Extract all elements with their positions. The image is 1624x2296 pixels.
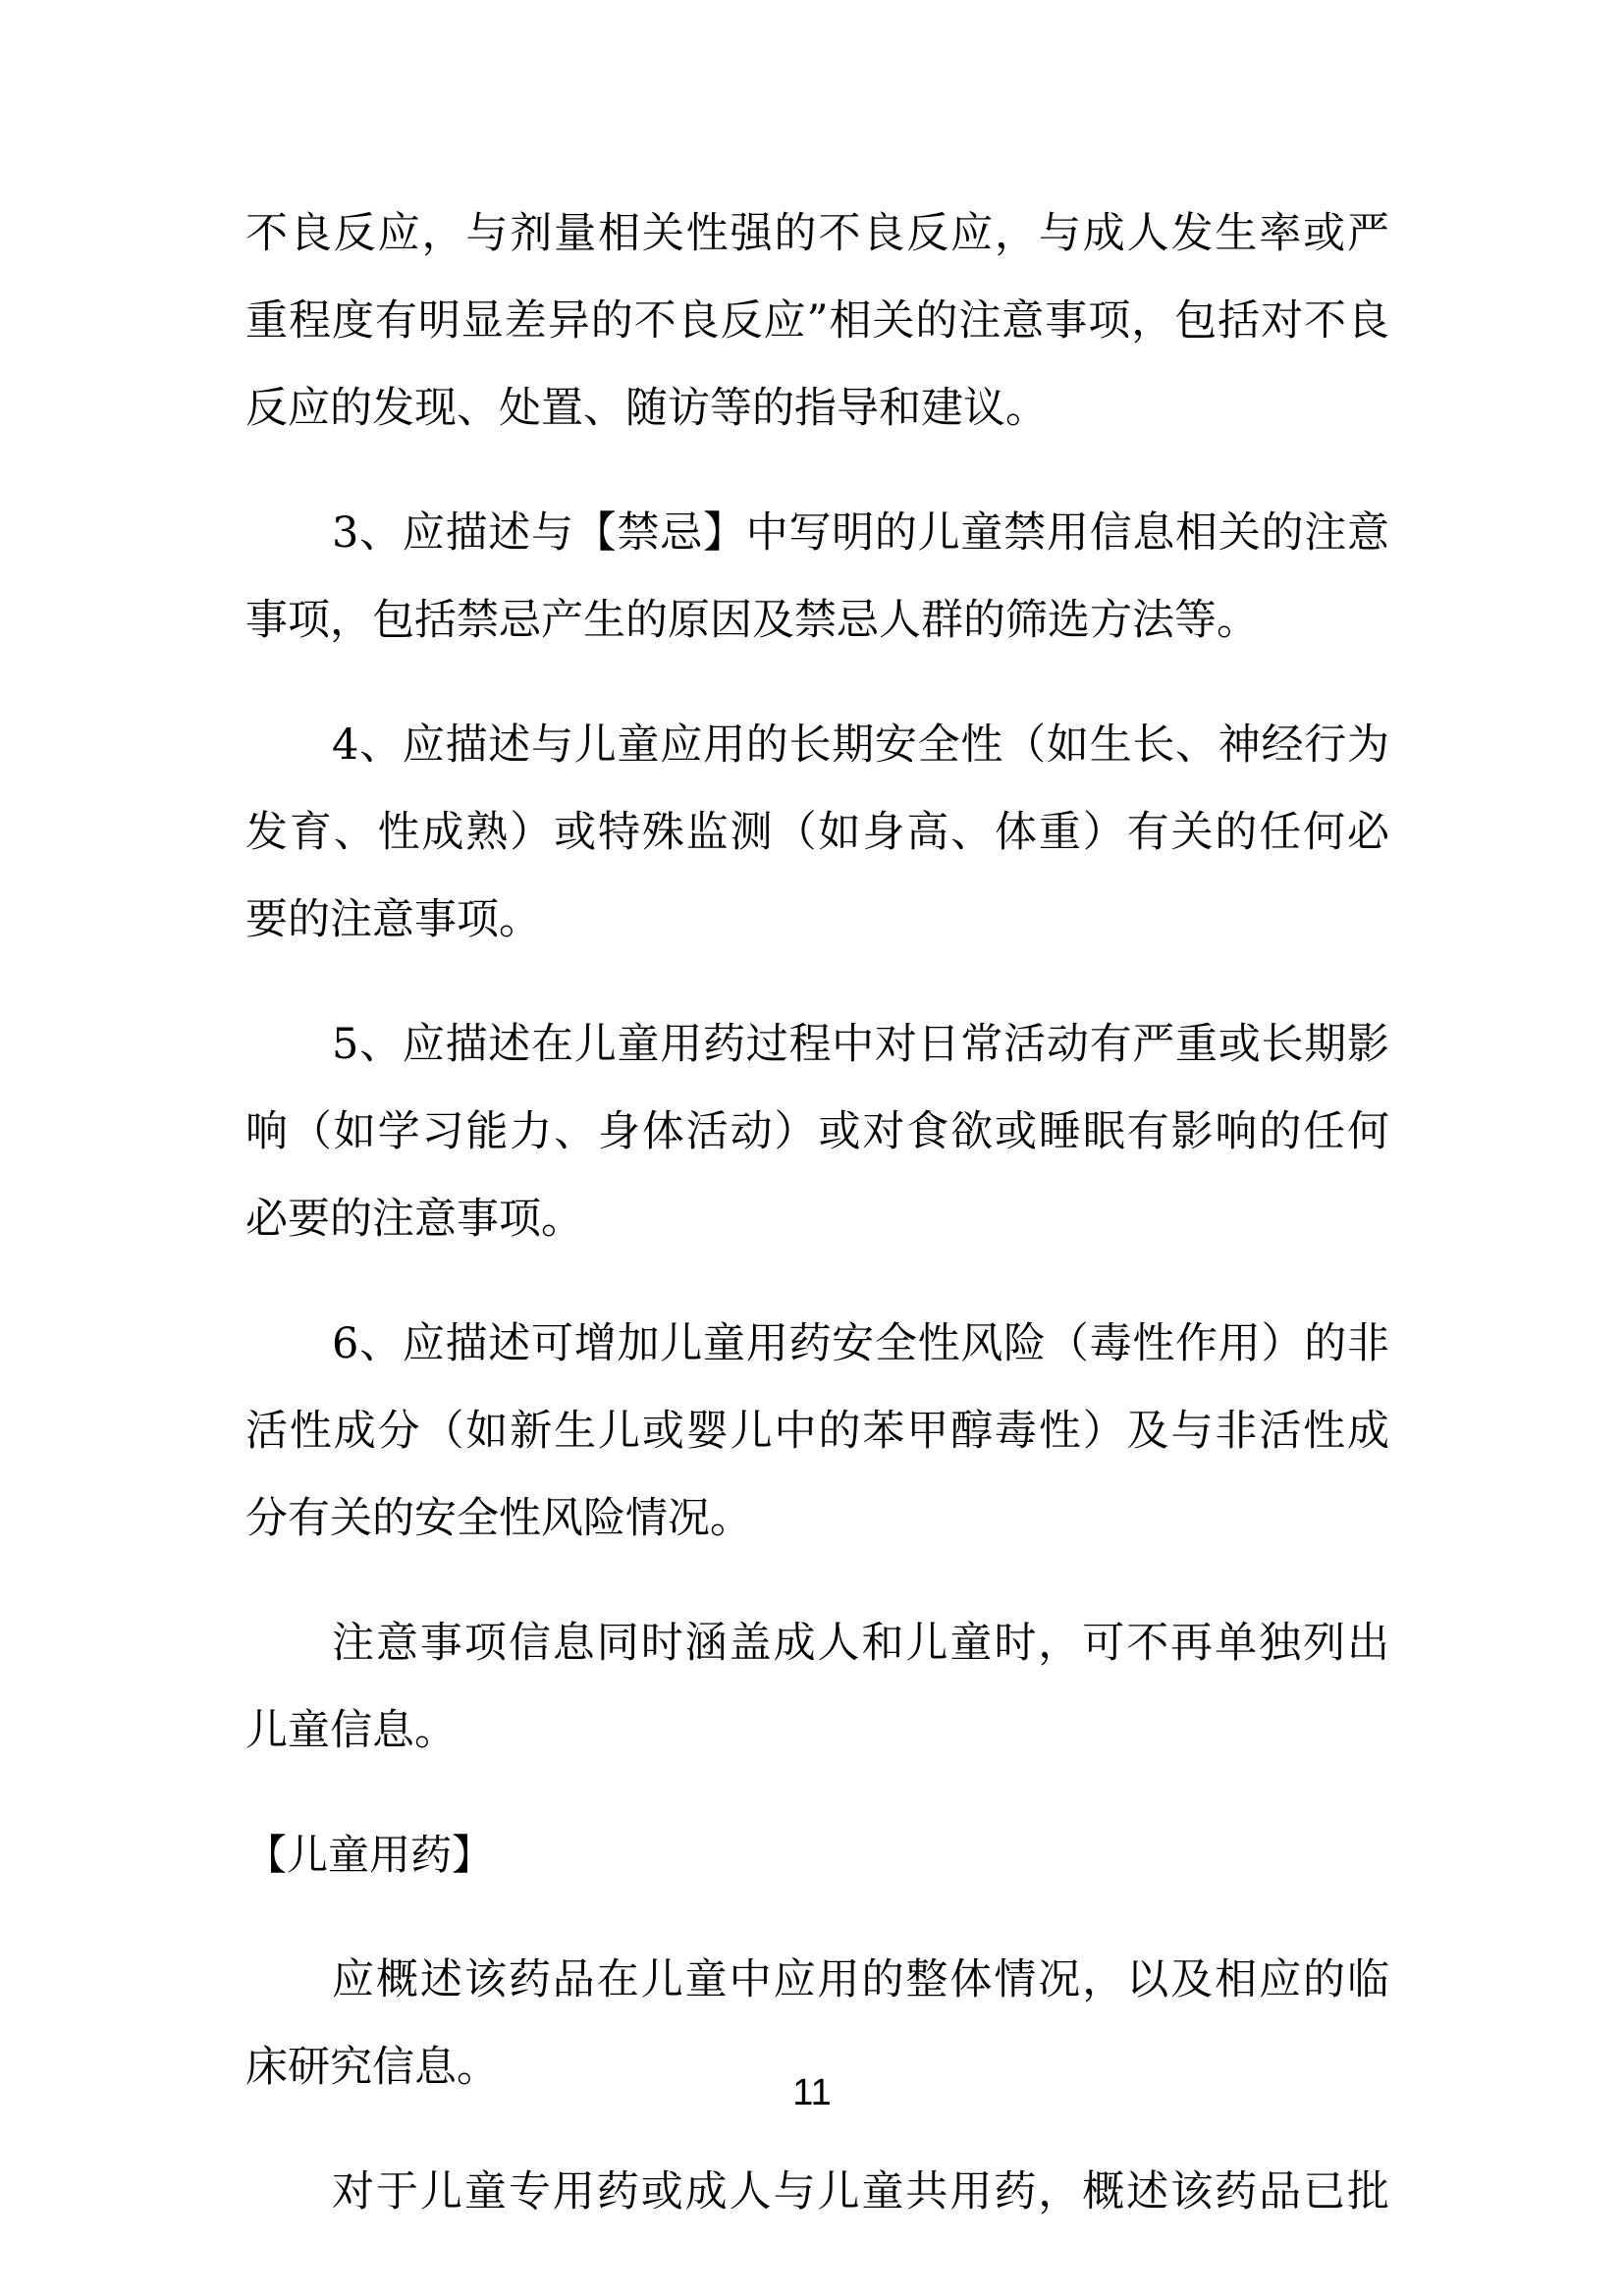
page-number: 11 — [792, 2072, 832, 2113]
text-line: 不良反应，与剂量相关性强的不良反应，与成人发生率或严 — [245, 209, 1389, 258]
text-line: 事项，包括禁忌产生的原因及禁忌人群的筛选方法等。 — [245, 596, 1259, 645]
text-line: 必要的注意事项。 — [245, 1195, 583, 1244]
text-line: 应概述该药品在儿童中应用的整体情况，以及相应的临 — [332, 1955, 1389, 2004]
text-line: 反应的发现、处置、随访等的指导和建议。 — [245, 384, 1048, 433]
text-line: 响（如学习能力、身体活动）或对食欲或睡眠有影响的任何 — [245, 1107, 1389, 1156]
text-line: 注意事项信息同时涵盖成人和儿童时，可不再单独列出 — [332, 1619, 1389, 1668]
text-line: 分有关的安全性风险情况。 — [245, 1494, 752, 1543]
text-line: 发育、性成熟）或特殊监测（如身高、体重）有关的任何必 — [245, 808, 1389, 857]
text-line: 4、应描述与儿童应用的长期安全性（如生长、神经行为 — [332, 721, 1389, 770]
text-line: 重程度有明显差异的不良反应”相关的注意事项，包括对不良 — [245, 296, 1389, 346]
text-line: 6、应描述可增加儿童用药安全性风险（毒性作用）的非 — [332, 1319, 1389, 1368]
text-line: 活性成分（如新生儿或婴儿中的苯甲醇毒性）及与非活性成 — [245, 1407, 1389, 1456]
text-line: 儿童信息。 — [245, 1706, 457, 1755]
text-line: 5、应描述在儿童用药过程中对日常活动有严重或长期影 — [332, 1020, 1389, 1069]
text-line: 要的注意事项。 — [245, 895, 541, 944]
text-line: 3、应描述与【禁忌】中写明的儿童禁用信息相关的注意 — [332, 508, 1389, 558]
text-line: 床研究信息。 — [245, 2043, 499, 2092]
section-heading: 【儿童用药】 — [245, 1831, 494, 1879]
text-line: 对于儿童专用药或成人与儿童共用药，概述该药品已批 — [332, 2167, 1389, 2216]
